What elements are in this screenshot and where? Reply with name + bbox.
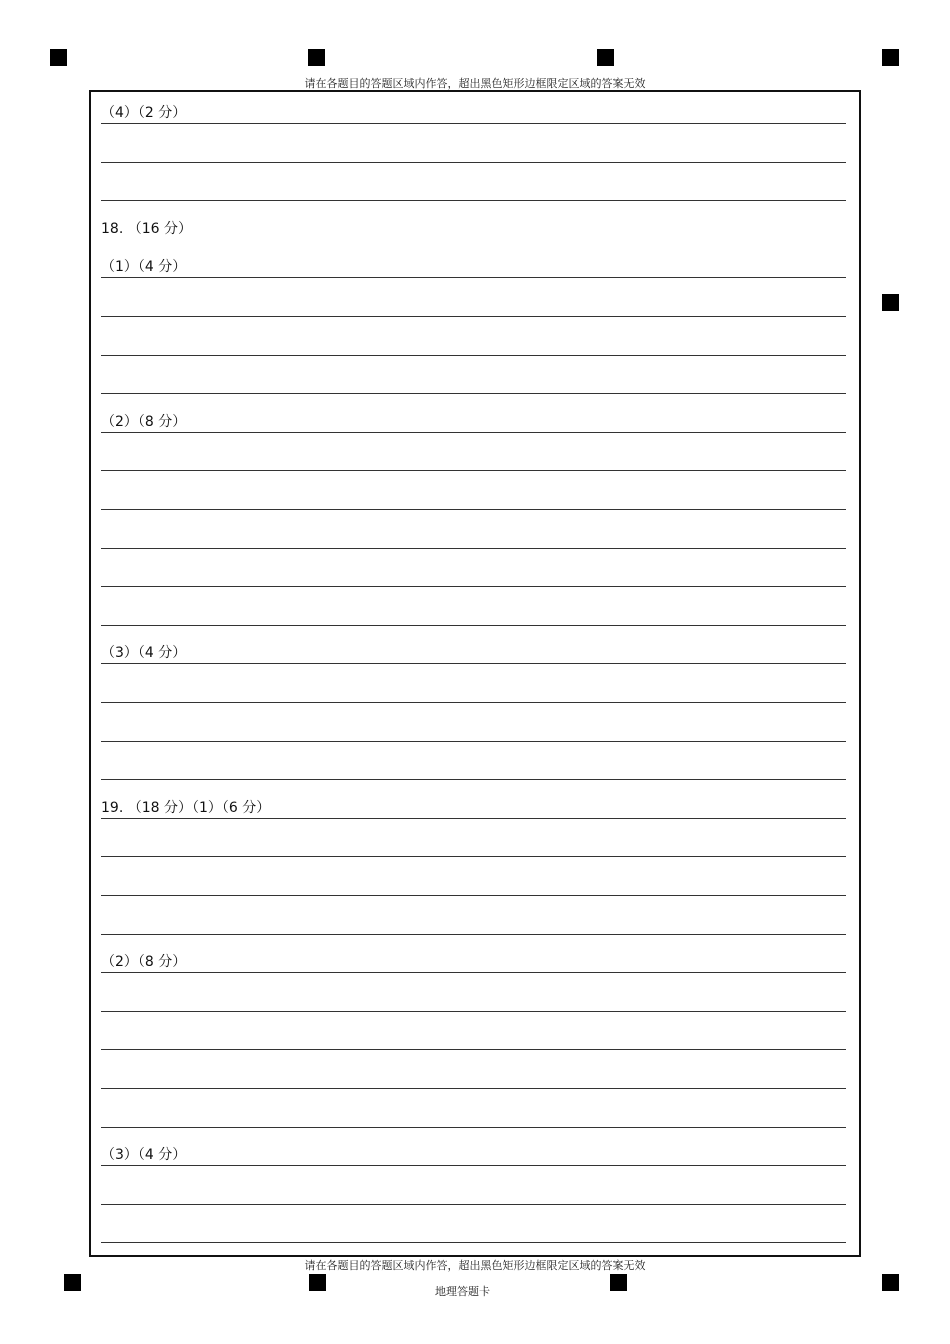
answer-row xyxy=(101,104,846,124)
answer-row xyxy=(101,683,846,703)
question-label: （3）（4 分） xyxy=(101,1147,194,1163)
answer-row xyxy=(101,837,846,857)
answer-line[interactable] xyxy=(101,470,846,471)
answer-row xyxy=(101,297,846,317)
answer-row xyxy=(101,1069,846,1089)
answer-row xyxy=(101,143,846,163)
answer-line[interactable] xyxy=(101,934,846,935)
answer-line[interactable] xyxy=(101,1204,846,1205)
answer-row xyxy=(101,220,846,240)
question-label: （2）（8 分） xyxy=(101,954,194,970)
answer-line[interactable] xyxy=(101,1165,846,1166)
registration-mark-top-right xyxy=(882,49,899,66)
answer-row xyxy=(101,258,846,278)
answer-row xyxy=(101,722,846,742)
answer-line[interactable] xyxy=(101,432,846,433)
answer-row xyxy=(101,451,846,471)
answer-line[interactable] xyxy=(101,277,846,278)
registration-mark-top-center-left xyxy=(308,49,325,66)
answer-line[interactable] xyxy=(101,200,846,201)
answer-line[interactable] xyxy=(101,162,846,163)
answer-line[interactable] xyxy=(101,316,846,317)
answer-line[interactable] xyxy=(101,972,846,973)
registration-mark-top-center-right xyxy=(597,49,614,66)
answer-row xyxy=(101,760,846,780)
answer-row xyxy=(101,876,846,896)
answer-row xyxy=(101,953,846,973)
question-label: 18. （16 分） xyxy=(101,221,200,237)
answer-row xyxy=(101,567,846,587)
registration-mark-top-left xyxy=(50,49,67,66)
answer-line[interactable] xyxy=(101,1127,846,1128)
answer-line[interactable] xyxy=(101,818,846,819)
answer-row xyxy=(101,1146,846,1166)
answer-line[interactable] xyxy=(101,856,846,857)
answer-row xyxy=(101,1030,846,1050)
registration-mark-right-middle xyxy=(882,294,899,311)
question-label: （3）（4 分） xyxy=(101,645,194,661)
answer-line[interactable] xyxy=(101,625,846,626)
footer-notice: 请在各题目的答题区域内作答，超出黑色矩形边框限定区域的答案无效 xyxy=(304,1259,646,1272)
answer-row xyxy=(101,644,846,664)
answer-line[interactable] xyxy=(101,393,846,394)
answer-row xyxy=(101,374,846,394)
answer-row xyxy=(101,799,846,819)
answer-line[interactable] xyxy=(101,663,846,664)
answer-line[interactable] xyxy=(101,702,846,703)
answer-row xyxy=(101,1223,846,1243)
question-label: （1）（4 分） xyxy=(101,259,194,275)
question-label: 19. （18 分）（1）（6 分） xyxy=(101,800,278,816)
answer-line[interactable] xyxy=(101,779,846,780)
answer-row xyxy=(101,915,846,935)
question-label: （4）（2 分） xyxy=(101,105,194,121)
answer-line[interactable] xyxy=(101,1088,846,1089)
answer-row xyxy=(101,606,846,626)
answer-line[interactable] xyxy=(101,548,846,549)
answer-row xyxy=(101,490,846,510)
answer-line[interactable] xyxy=(101,1049,846,1050)
answer-line[interactable] xyxy=(101,123,846,124)
answer-line[interactable] xyxy=(101,355,846,356)
answer-row xyxy=(101,1185,846,1205)
answer-row xyxy=(101,992,846,1012)
question-label: （2）（8 分） xyxy=(101,414,194,430)
answer-row xyxy=(101,529,846,549)
answer-row xyxy=(101,413,846,433)
footer-title: 地理答题卡 xyxy=(435,1285,490,1298)
answer-line[interactable] xyxy=(101,509,846,510)
header-notice: 请在各题目的答题区域内作答，超出黑色矩形边框限定区域的答案无效 xyxy=(304,77,646,90)
answer-row xyxy=(101,1108,846,1128)
answer-row xyxy=(101,336,846,356)
answer-line[interactable] xyxy=(101,1242,846,1243)
answer-line[interactable] xyxy=(101,1011,846,1012)
answer-line[interactable] xyxy=(101,741,846,742)
answer-line[interactable] xyxy=(101,586,846,587)
answer-line[interactable] xyxy=(101,895,846,896)
answer-row xyxy=(101,181,846,201)
